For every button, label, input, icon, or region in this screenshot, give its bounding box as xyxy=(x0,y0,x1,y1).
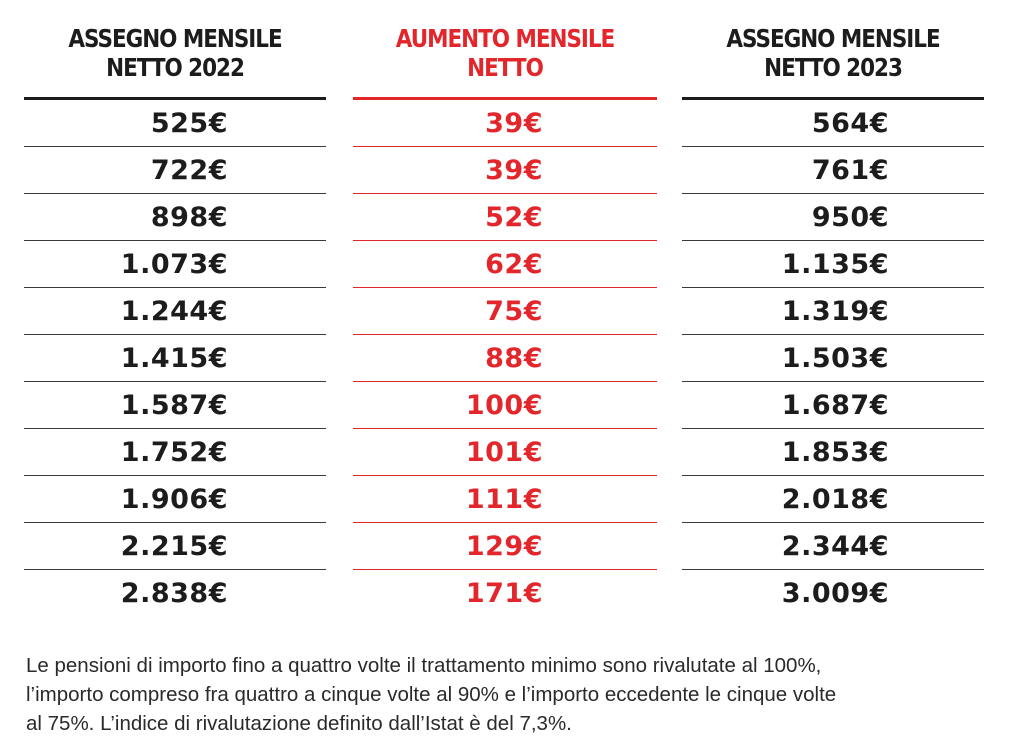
table-cell: 1.687€ xyxy=(781,390,889,421)
table-row xyxy=(24,147,326,194)
table-cell: 1.752€ xyxy=(120,437,228,468)
column-header-line-2: NETTO xyxy=(467,53,543,82)
table-row xyxy=(24,382,326,429)
table-row xyxy=(353,429,657,476)
table-cell: 88€ xyxy=(485,343,543,374)
table-row xyxy=(353,476,657,523)
table-row xyxy=(24,335,326,382)
table-row xyxy=(682,288,984,335)
table-row xyxy=(682,241,984,288)
table-cell: 1.244€ xyxy=(120,296,228,327)
table-cell: 1.906€ xyxy=(120,484,228,515)
table-cell: 100€ xyxy=(465,390,543,421)
table-cell: 2.344€ xyxy=(781,531,889,562)
table-row xyxy=(682,382,984,429)
table-row xyxy=(682,429,984,476)
column-header xyxy=(45,0,305,97)
table-row xyxy=(353,288,657,335)
table-row xyxy=(353,241,657,288)
table-row xyxy=(24,429,326,476)
table-cell: 111€ xyxy=(465,484,543,515)
table-cell: 39€ xyxy=(485,155,543,186)
table-cell: 101€ xyxy=(465,437,543,468)
table-cell: 525€ xyxy=(150,108,228,139)
footnote-line: l’importo compreso fra quattro a cinque volte al 90% e l’importo eccedente le cinque volte xyxy=(26,683,837,706)
table-cell: 761€ xyxy=(811,155,889,186)
table-cell: 1.319€ xyxy=(781,296,889,327)
table-cell: 39€ xyxy=(485,108,543,139)
table-cell: 1.135€ xyxy=(781,249,889,280)
table-cell: 2.215€ xyxy=(120,531,228,562)
table-row xyxy=(24,288,326,335)
table-row xyxy=(682,100,984,147)
table-row xyxy=(353,523,657,570)
table-cell: 2.018€ xyxy=(781,484,889,515)
column-values xyxy=(682,100,984,617)
table-cell: 722€ xyxy=(150,155,228,186)
column-header-line-1: ASSEGNO MENSILE xyxy=(726,24,940,53)
footnote xyxy=(26,651,986,738)
table-cell: 1.853€ xyxy=(781,437,889,468)
table-row xyxy=(24,241,326,288)
table-row xyxy=(353,382,657,429)
footnote-line: Le pensioni di importo fino a quattro volte il trattamento minimo sono rivalutate al 100%, xyxy=(26,654,822,677)
table-row xyxy=(682,194,984,241)
table-row xyxy=(353,100,657,147)
column-values xyxy=(353,100,657,617)
table-row xyxy=(353,194,657,241)
table-cell: 1.503€ xyxy=(781,343,889,374)
table-cell: 75€ xyxy=(485,296,543,327)
column-header-line-1: ASSEGNO MENSILE xyxy=(68,24,282,53)
table-cell: 1.587€ xyxy=(120,390,228,421)
column-assegno-2023 xyxy=(682,0,984,617)
table-row xyxy=(682,147,984,194)
table-cell: 171€ xyxy=(465,578,543,609)
table-cell: 2.838€ xyxy=(120,578,228,609)
table-row xyxy=(24,476,326,523)
table-cell: 62€ xyxy=(485,249,543,280)
footnote-line: al 75%. L’indice di rivalutazione definito dall’Istat è del 7,3%. xyxy=(26,712,572,735)
table-cell: 3.009€ xyxy=(781,578,889,609)
table-cell: 1.073€ xyxy=(120,249,228,280)
column-header xyxy=(374,0,635,97)
column-assegno-2022 xyxy=(24,0,326,617)
table-cell: 52€ xyxy=(485,202,543,233)
table-row xyxy=(24,523,326,570)
column-header-line-1: AUMENTO MENSILE xyxy=(395,24,615,53)
table-row xyxy=(682,570,984,617)
table-row xyxy=(353,335,657,382)
table-cell: 129€ xyxy=(465,531,543,562)
table-row xyxy=(353,147,657,194)
table-row xyxy=(682,523,984,570)
table-cell: 898€ xyxy=(150,202,228,233)
table-cell: 1.415€ xyxy=(120,343,228,374)
column-header-line-2: NETTO 2023 xyxy=(764,53,902,82)
column-values xyxy=(24,100,326,617)
table-cell: 564€ xyxy=(811,108,889,139)
table-row xyxy=(353,570,657,617)
table-cell: 950€ xyxy=(811,202,889,233)
column-aumento xyxy=(353,0,657,617)
table-row xyxy=(24,570,326,617)
table-row xyxy=(24,194,326,241)
table-row xyxy=(682,476,984,523)
column-header-line-2: NETTO 2022 xyxy=(106,53,244,82)
column-header xyxy=(703,0,963,97)
table-row xyxy=(24,100,326,147)
table-row xyxy=(682,335,984,382)
